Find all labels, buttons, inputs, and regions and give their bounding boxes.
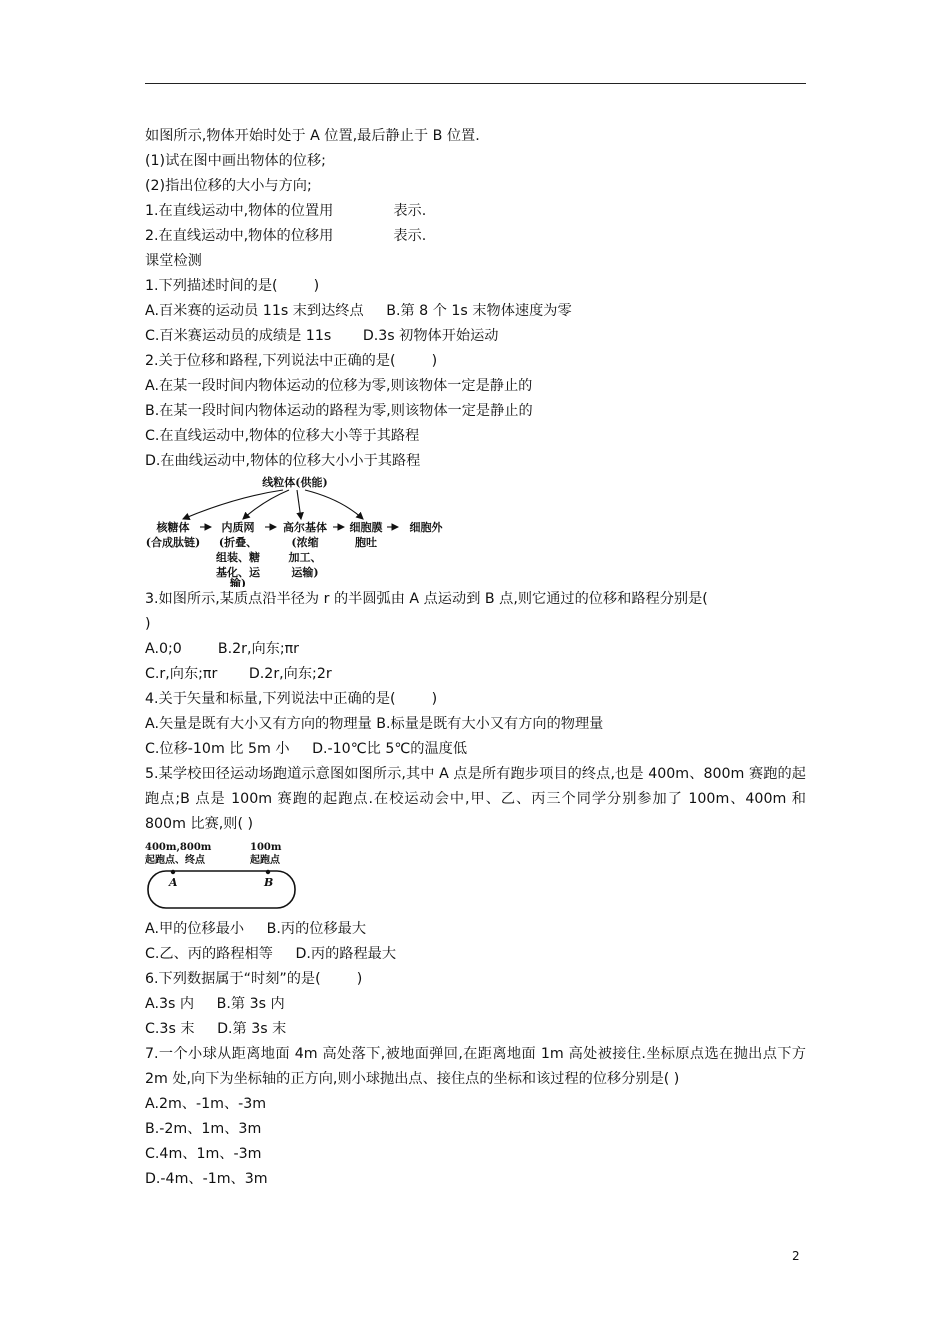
flow-sub-label: (合成肽链) <box>145 536 201 549</box>
flow-node-membrane: 细胞膜 <box>349 521 383 534</box>
flow-sub-label: 加工、 <box>288 551 322 564</box>
question-option: D.-4m、-1m、3m <box>145 1171 268 1187</box>
flow-sub-label: 运输) <box>291 566 319 579</box>
question-stem: 2.关于位移和路程,下列说法中正确的是( ) <box>145 353 438 369</box>
question-option: C.3s 末 D.第 3s 末 <box>145 1021 287 1037</box>
question-option: A.2m、-1m、-3m <box>145 1096 267 1112</box>
flow-sub-label: 胞吐 <box>355 536 377 549</box>
flow-sub-label: (折叠、 <box>218 536 258 549</box>
question-option: B.在某一段时间内物体运动的路程为零,则该物体一定是静止的 <box>145 403 533 419</box>
question-option: A.3s 内 B.第 3s 内 <box>145 996 285 1012</box>
flow-sub-label: 基化、运 <box>216 566 260 579</box>
question-stem: 6.下列数据属于“时刻”的是( ) <box>145 971 363 987</box>
question-stem: ) <box>145 616 151 632</box>
flow-node-golgi: 高尔基体 <box>283 521 327 534</box>
section-title: 课堂检测 <box>145 253 202 269</box>
question-stem: 5.某学校田径运动场跑道示意图如图所示,其中 A 点是所有跑步项目的终点,也是 400m、800m 赛跑的起跑点;B 点是 100m 赛跑的起跑点.在校运动会中,甲、乙、丙三个同学分别参加了 100m、400m 和 800m 比赛,则( ) <box>145 766 806 832</box>
question-option: C.位移-10m 比 5m 小 D.-10℃比 5℃的温度低 <box>145 741 468 757</box>
question-option: A.甲的位移最小 B.丙的位移最大 <box>145 921 367 937</box>
page-number: 2 <box>792 1249 800 1263</box>
header-rule <box>145 83 806 84</box>
flow-node-ribosome: 核糖体 <box>156 521 190 534</box>
question-stem: 7.一个小球从距离地面 4m 高处落下,被地面弹回,在距离地面 1m 高处被接住.坐标原点选在抛出点下方 2m 处,向下为坐标轴的正方向,则小球抛出点、接住点的坐标和该过程的位移分别是( ) <box>145 1046 806 1087</box>
question-option: A.百米赛的运动员 11s 末到达终点 B.第 8 个 1s 末物体速度为零 <box>145 303 572 319</box>
fill-blank-text: 1.在直线运动中,物体的位置用 <box>145 203 334 219</box>
question-option: D.在曲线运动中,物体的位移大小小于其路程 <box>145 453 421 469</box>
question-stem: 1.下列描述时间的是( ) <box>145 278 320 294</box>
question-option: C.4m、1m、-3m <box>145 1146 262 1162</box>
fill-blank-text: 表示. <box>393 228 427 244</box>
question-option: A.矢量是既有大小又有方向的物理量 B.标量是既有大小又有方向的物理量 <box>145 716 604 732</box>
track-label-b: 起跑点 <box>250 855 280 866</box>
point-b-label: B <box>264 876 274 889</box>
point-a-marker <box>171 870 175 874</box>
point-a-label: A <box>169 876 178 889</box>
secretion-flow-figure <box>145 475 806 587</box>
point-b-marker <box>266 870 270 874</box>
track-diagram <box>145 841 305 913</box>
flow-diagram <box>145 475 485 587</box>
track-label-a: 400m,800m <box>145 842 212 853</box>
question-option: C.乙、丙的路程相等 D.丙的路程最大 <box>145 946 397 962</box>
flow-sub-label: (浓缩 <box>291 536 319 549</box>
track-label-b: 100m <box>250 842 282 853</box>
question-option: A.0;0 B.2r,向东;πr <box>145 641 300 657</box>
flow-sub-label: 组装、糖 <box>216 551 260 564</box>
flow-top-node: 线粒体(供能) <box>262 476 328 489</box>
question-stem: 4.关于矢量和标量,下列说法中正确的是( ) <box>145 691 438 707</box>
flow-sub-label: 输) <box>229 577 247 587</box>
intro-line: 如图所示,物体开始时处于 A 位置,最后静止于 B 位置. <box>145 128 480 144</box>
fill-blank-text: 表示. <box>393 203 427 219</box>
question-option: C.r,向东;πr D.2r,向东;2r <box>145 666 332 682</box>
flow-node-outside: 细胞外 <box>409 521 443 534</box>
fill-blank-line <box>145 224 806 249</box>
question-option: C.百米赛运动员的成绩是 11s D.3s 初物体开始运动 <box>145 328 499 344</box>
fill-blank-text: 2.在直线运动中,物体的位移用 <box>145 228 334 244</box>
question-option: A.在某一段时间内物体运动的位移为零,则该物体一定是静止的 <box>145 378 533 394</box>
question-option: B.-2m、1m、3m <box>145 1121 262 1137</box>
intro-line: (1)试在图中画出物体的位移; <box>145 153 326 169</box>
question-stem: 3.如图所示,某质点沿半径为 r 的半圆弧由 A 点运动到 B 点,则它通过的位移和路程分别是( <box>145 591 708 607</box>
question-option: C.在直线运动中,物体的位移大小等于其路程 <box>145 428 420 444</box>
flow-node-er: 内质网 <box>221 521 255 534</box>
fill-blank-line <box>145 199 806 224</box>
track-figure <box>145 841 806 913</box>
track-label-a: 起跑点、终点 <box>145 855 205 866</box>
page-content <box>145 124 806 1192</box>
intro-line: (2)指出位移的大小与方向; <box>145 178 312 194</box>
